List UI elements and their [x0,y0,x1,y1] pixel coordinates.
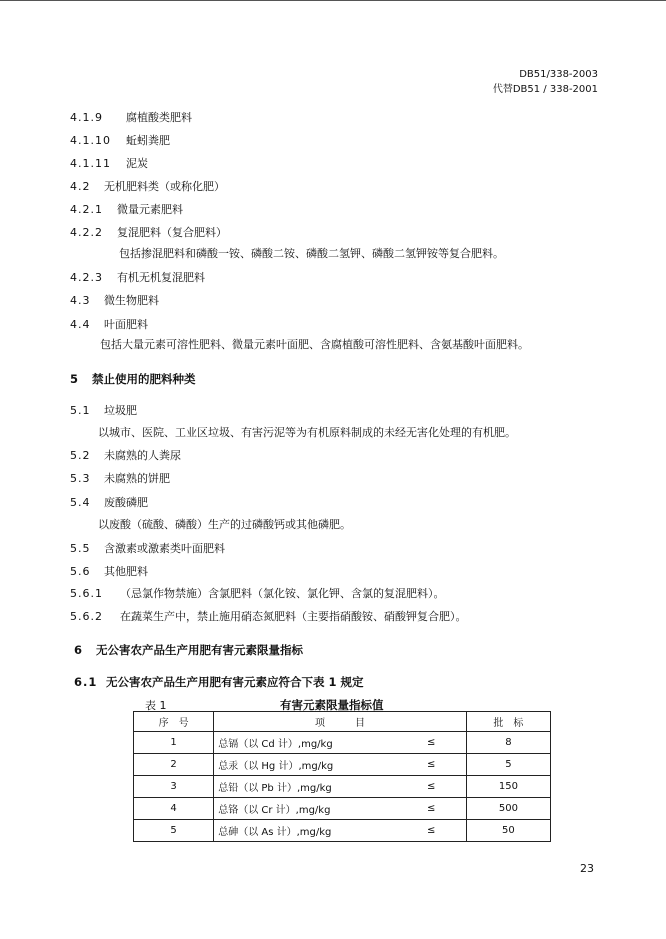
table-row [134,754,551,776]
standard-code: DB51/338-2003 [519,69,598,80]
scan-edge-line [0,0,666,1]
table-header-row [134,712,551,732]
clause-4-4: 4.4 叶面肥料 [70,318,148,331]
row-value: 8 [466,732,550,754]
row-seq: 5 [134,820,214,842]
clause-4-2-2: 4.2.2 复混肥料（复合肥料） [70,226,227,239]
clause-5-5: 5.5 含激素或激素类叶面肥料 [70,542,225,555]
clause-4-1-9: 4.1.9 腐植酸类肥料 [70,111,192,124]
table-title: 有害元素限量指标值 [280,698,384,712]
clause-4-3: 4.3 微生物肥料 [70,294,159,307]
row-item: 总铬（以 Cr 计）,mg/kg [214,798,397,820]
row-value: 50 [466,820,550,842]
clause-5-6-2: 5.6.2 在蔬菜生产中，禁止施用硝态氮肥料（主要指硝酸铵、硝酸钾复合肥）。 [70,610,467,623]
page-number: 23 [580,862,594,875]
table-row [134,798,551,820]
clause-5-6: 5.6 其他肥料 [70,565,148,578]
clause-5-1: 5.1 垃圾肥 [70,404,137,417]
paragraph-4-2-2: 包括掺混肥料和磷酸一铵、磷酸二铵、磷酸二氢钾、磷酸二氢钾铵等复合肥料。 [119,247,504,260]
row-seq: 3 [134,776,214,798]
paragraph-4-4: 包括大量元素可溶性肥料、微量元素叶面肥、含腐植酸可溶性肥料、含氨基酸叶面肥料。 [100,338,529,351]
limits-table [133,711,551,842]
header-seq: 序 号 [134,712,214,732]
clause-4-2-3: 4.2.3 有机无机复混肥料 [70,271,205,284]
header-limit: 批 标 [466,712,550,732]
standard-header [493,67,598,97]
paragraph-5-4: 以废酸（硫酸、磷酸）生产的过磷酸钙或其他磷肥。 [98,518,351,531]
row-item: 总汞（以 Hg 计）,mg/kg [214,754,397,776]
paragraph-5-1: 以城市、医院、工业区垃圾、有害污泥等为有机原料制成的未经无害化处理的有机肥。 [98,426,516,439]
table-row [134,776,551,798]
replaced-standard-code: 代替DB51 / 338-2001 [492,84,598,95]
clause-6-1: 6.1 无公害农产品生产用肥有害元素应符合下表 1 规定 [74,675,364,689]
row-operator: ≤ [397,820,467,842]
clause-5-3: 5.3 未腐熟的饼肥 [70,472,170,485]
clause-4-2: 4.2 无机肥料类（或称化肥） [70,180,225,193]
clause-5-6-1: 5.6.1 （忌氯作物禁施）含氯肥料（氯化铵、氯化钾、含氯的复混肥料）。 [70,587,445,600]
row-value: 150 [466,776,550,798]
row-operator: ≤ [397,754,467,776]
row-seq: 1 [134,732,214,754]
row-value: 5 [466,754,550,776]
table-row [134,820,551,842]
row-operator: ≤ [397,732,467,754]
table-row [134,732,551,754]
row-operator: ≤ [397,776,467,798]
clause-4-1-10: 4.1.10 蚯蚓粪肥 [70,134,170,147]
header-item: 项 目 [214,712,467,732]
clause-5-4: 5.4 废酸磷肥 [70,496,148,509]
row-operator: ≤ [397,798,467,820]
clause-4-1-11: 4.1.11 泥炭 [70,157,148,170]
row-item: 总铅（以 Pb 计）,mg/kg [214,776,397,798]
clause-5-2: 5.2 未腐熟的人粪尿 [70,449,181,462]
row-item: 总砷（以 As 计）,mg/kg [214,820,397,842]
row-item: 总镉（以 Cd 计）,mg/kg [214,732,397,754]
table-label: 表 1 [145,699,167,712]
row-seq: 4 [134,798,214,820]
row-value: 500 [466,798,550,820]
section-6-heading: 6 无公害农产品生产用肥有害元素限量指标 [74,643,303,657]
clause-4-2-1: 4.2.1 微量元素肥料 [70,203,183,216]
row-seq: 2 [134,754,214,776]
section-5-heading: 5 禁止使用的肥料种类 [70,372,196,386]
